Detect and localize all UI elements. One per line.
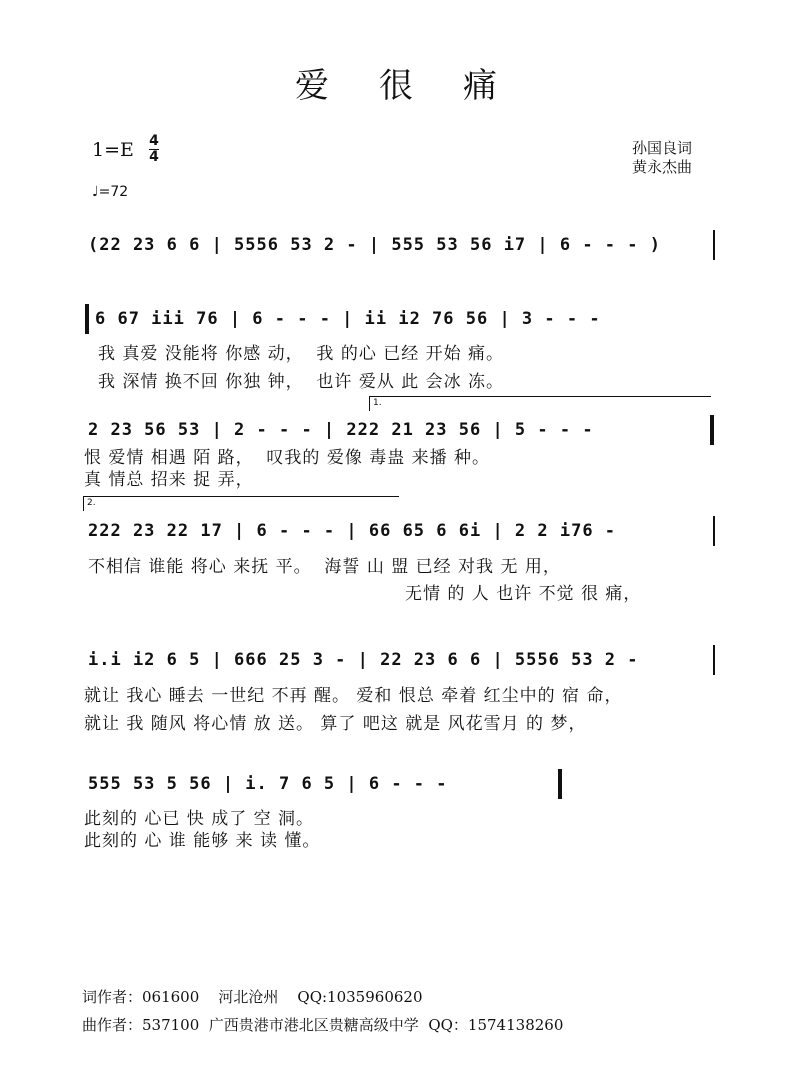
composer: 黄永杰曲 xyxy=(632,158,693,176)
tempo-marking: ♩=72 xyxy=(92,184,129,200)
repeat-barline xyxy=(85,304,89,334)
volta-2: 2. xyxy=(83,496,399,511)
key-signature: 1=E xyxy=(92,139,134,161)
notation-line-4: 222 23 22 17 | 6 - - - | 66 65 6 6i | 2 2 i76 - xyxy=(88,521,617,541)
notation-line-1: (22 23 6 6 | 5556 53 2 - | 555 53 56 i7 | 6 - - - ) xyxy=(88,235,661,255)
repeat-end-barline xyxy=(710,415,714,445)
notation-line-6: 555 53 5 56 | i. 7 6 5 | 6 - - - xyxy=(88,774,448,794)
lyrics-line-4-verse-2: 无情 的 人 也许 不觉 很 痛， xyxy=(405,584,642,604)
notation-line-2: 6 67 iii 76 | 6 - - - | ii i2 76 56 | 3 - - - xyxy=(95,309,601,329)
notation-line-3: 2 23 56 53 | 2 - - - | 222 21 23 56 | 5 - - - xyxy=(88,420,594,440)
barline xyxy=(713,230,715,260)
lyrics-line-6-verse-2: 此刻的 心 谁 能够 来 读 懂。 xyxy=(84,831,321,851)
barline xyxy=(713,516,715,546)
barline xyxy=(713,645,715,675)
volta-1: 1. xyxy=(369,396,711,411)
lyrics-line-3-verse-1: 恨 爱情 相遇 陌 路， 叹我的 爱像 毒蛊 来播 种。 xyxy=(84,448,491,468)
lyrics-line-3-verse-2: 真 情总 招来 捉 弄， xyxy=(84,470,254,490)
time-signature xyxy=(149,134,159,165)
lyrics-line-2-verse-2: 我 深情 换不回 你独 钟， 也许 爱从 此 会冰 冻。 xyxy=(98,372,505,392)
lyrics-line-2-verse-1: 我 真爱 没能将 你感 动， 我 的心 已经 开始 痛。 xyxy=(98,344,505,364)
credits xyxy=(632,139,692,177)
footer-composer-info: 曲作者：537100 广西贵港市港北区贵糖高级中学 QQ：1574138260 xyxy=(82,1016,564,1034)
lyrics-line-5-verse-1: 就让 我心 睡去 一世纪 不再 醒。 爱和 恨总 牵着 红尘中的 宿 命， xyxy=(84,686,623,706)
lyricist: 孙国良词 xyxy=(632,139,693,157)
lyrics-line-4-verse-1: 不相信 谁能 将心 来抚 平。 海誓 山 盟 已经 对我 无 用， xyxy=(88,557,561,577)
notation-line-5: i.i i2 6 5 | 666 25 3 - | 22 23 6 6 | 5556 53 2 - xyxy=(88,650,639,670)
page-title: 爱很痛 xyxy=(295,66,547,106)
time-signature-top: 4 xyxy=(149,133,159,149)
time-signature-bottom: 4 xyxy=(149,149,159,165)
footer-lyricist-info: 词作者：061600 河北沧州 QQ:1035960620 xyxy=(82,988,423,1006)
lyrics-line-6-verse-1: 此刻的 心已 快 成了 空 洞。 xyxy=(84,809,315,829)
lyrics-line-5-verse-2: 就让 我 随风 将心情 放 送。 算了 吧这 就是 风花雪月 的 梦， xyxy=(84,714,587,734)
final-repeat-barline xyxy=(558,769,562,799)
